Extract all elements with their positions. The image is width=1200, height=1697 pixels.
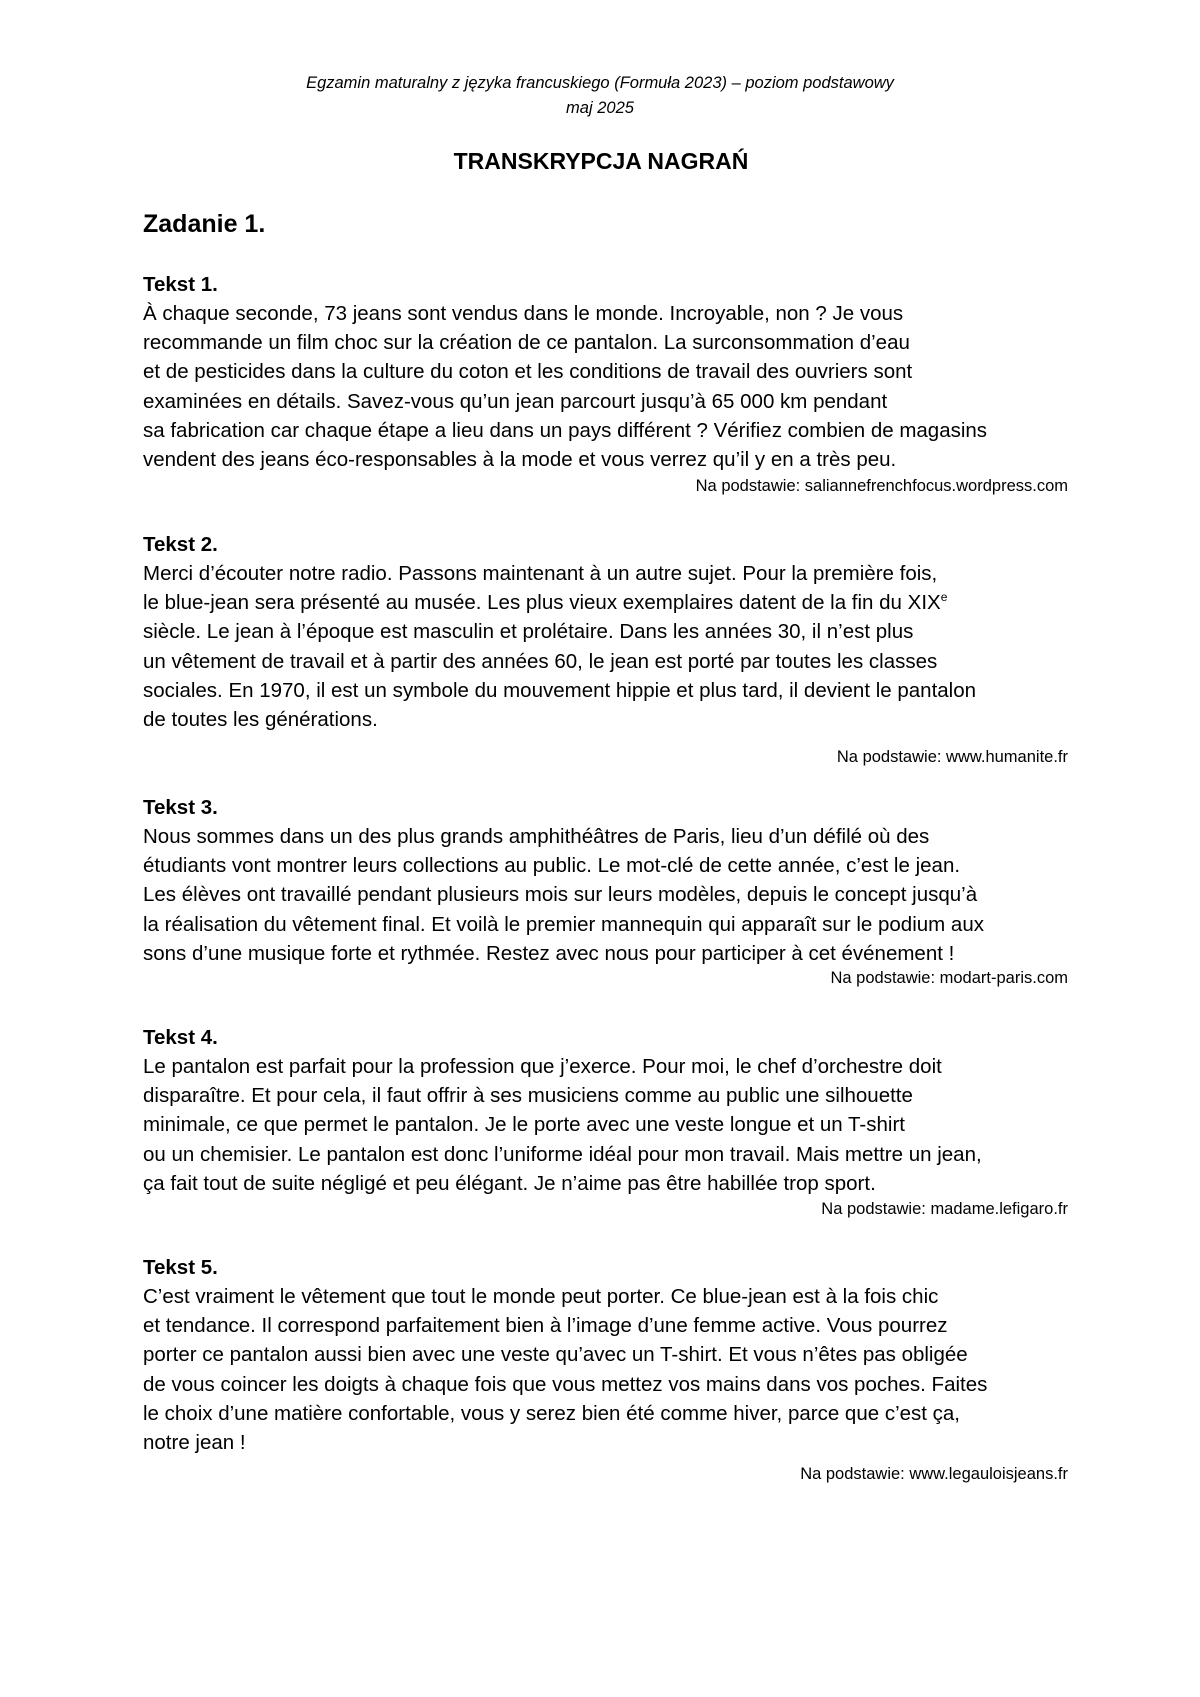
text-line: sons d’une musique forte et rythmée. Restez avec nous pour participer à cet événement ! bbox=[143, 941, 955, 965]
text-line: C’est vraiment le vêtement que tout le monde peut porter. Ce blue-jean est à la fois chic bbox=[143, 1285, 939, 1308]
text-heading: Tekst 5. bbox=[143, 1256, 218, 1279]
text-line: recommande un film choc sur la création de ce pantalon. La surconsommation d’eau bbox=[143, 331, 910, 355]
text-line: un vêtement de travail et à partir des années 60, le jean est porté par toutes les classes bbox=[143, 649, 938, 673]
text-line: À chaque seconde, 73 jeans sont vendus dans le monde. Incroyable, non ? Je vous bbox=[143, 302, 904, 325]
source-citation: Na podstawie: madame.lefigaro.fr bbox=[821, 1199, 1068, 1218]
exam-date: maj 2025 bbox=[566, 99, 634, 117]
text-line: ça fait tout de suite négligé et peu élégant. Je n’aime pas être habillée trop sport. bbox=[143, 1171, 876, 1195]
text-line: examinées en détails. Savez-vous qu’un jean parcourt jusqu’à 65 000 km pendant bbox=[143, 389, 888, 413]
text-line: de toutes les générations. bbox=[143, 707, 378, 731]
source-citation: Na podstawie: www.humanite.fr bbox=[836, 748, 1068, 767]
text-line: notre jean ! bbox=[143, 1430, 246, 1454]
text-line: étudiants vont montrer leurs collections au public. Le mot-clé de cette année, c’est le jean. bbox=[143, 854, 961, 878]
text-section-4 bbox=[143, 1024, 1068, 1220]
source-citation: Na podstawie: www.legauloisjeans.fr bbox=[800, 1465, 1068, 1484]
text-line: et tendance. Il correspond parfaitement bien à l’image d’une femme active. Vous pourrez bbox=[143, 1314, 948, 1338]
text-heading: Tekst 3. bbox=[143, 796, 218, 819]
text-heading: Tekst 2. bbox=[143, 533, 218, 556]
text-line: Les élèves ont travaillé pendant plusieurs mois sur leurs modèles, depuis le concept jusqu’à bbox=[143, 883, 978, 907]
text-line: ou un chemisier. Le pantalon est donc l’uniforme idéal pour mon travail. Mais mettre un jean, bbox=[143, 1142, 982, 1166]
text-line: sociales. En 1970, il est un symbole du mouvement hippie et plus tard, il devient le pantalon bbox=[143, 678, 977, 702]
source-citation: Na podstawie: saliannefrenchfocus.wordpress.com bbox=[695, 477, 1068, 496]
text-heading: Tekst 4. bbox=[143, 1026, 218, 1049]
text-section-5 bbox=[143, 1254, 1068, 1485]
source-citation: Na podstawie: modart-paris.com bbox=[830, 968, 1068, 987]
text-line: disparaître. Et pour cela, il faut offrir à ses musiciens comme au public une silhouette bbox=[143, 1084, 913, 1108]
text-section-1 bbox=[143, 271, 1068, 497]
task-heading: Zadanie 1. bbox=[143, 210, 266, 238]
text-section-3 bbox=[143, 794, 1068, 989]
text-line: vendent des jeans éco-responsables à la mode et vous verrez qu’il y en a très peu. bbox=[143, 447, 897, 471]
text-line: la réalisation du vêtement final. Et voilà le premier mannequin qui apparaît sur le podium aux bbox=[143, 912, 984, 936]
text-heading: Tekst 1. bbox=[143, 273, 218, 296]
text-line: sa fabrication car chaque étape a lieu dans un pays différent ? Vérifiez combien de magasins bbox=[143, 418, 988, 442]
text-line: minimale, ce que permet le pantalon. Je le porte avec une veste longue et un T-shirt bbox=[143, 1113, 905, 1137]
document-title-text: TRANSKRYPCJA NAGRAŃ bbox=[453, 148, 749, 174]
text-line: porter ce pantalon aussi bien avec une veste qu’avec un T-shirt. Et vous n’êtes pas obligée bbox=[143, 1343, 968, 1367]
superscript: e bbox=[940, 590, 948, 605]
exam-header: Egzamin maturalny z języka francuskiego (Formuła 2023) – poziom podstawowy bbox=[306, 74, 894, 92]
text-line-part: le blue-jean sera présenté au musée. Les plus vieux exemplaires datent de la fin du XIX bbox=[143, 591, 941, 615]
text-line: Le pantalon est parfait pour la profession que j’exerce. Pour moi, le chef d’orchestre doit bbox=[143, 1055, 942, 1078]
text-line: siècle. Le jean à l’époque est masculin et prolétaire. Dans les années 30, il n’est plus bbox=[143, 620, 914, 644]
text-line: Nous sommes dans un des plus grands amphithéâtres de Paris, lieu d’un défilé où des bbox=[143, 825, 930, 848]
text-section-2 bbox=[143, 531, 1068, 768]
text-line: Merci d’écouter notre radio. Passons maintenant à un autre sujet. Pour la première fois, bbox=[143, 562, 938, 585]
text-line: le choix d’une matière confortable, vous y serez bien été comme hiver, parce que c’est ça, bbox=[143, 1401, 961, 1425]
text-line: et de pesticides dans la culture du coton et les conditions de travail des ouvriers sont bbox=[143, 360, 913, 384]
text-line: de vous coincer les doigts à chaque fois que vous mettez vos mains dans vos poches. Faites bbox=[143, 1372, 988, 1396]
text-line bbox=[143, 588, 1068, 617]
document-title bbox=[0, 147, 1200, 175]
